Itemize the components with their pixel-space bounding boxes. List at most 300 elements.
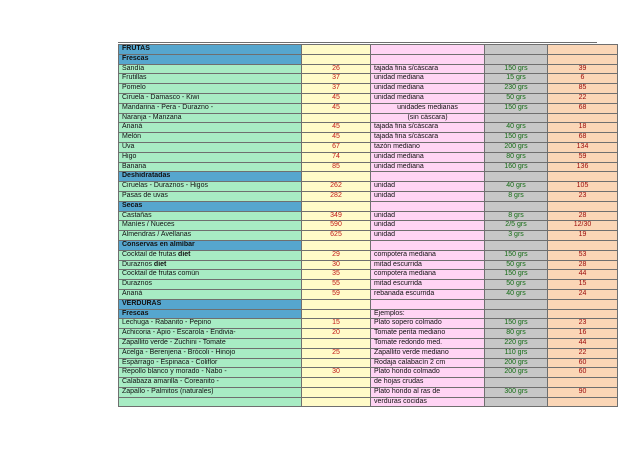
food-name-cell: [119, 378, 302, 388]
portion-description-cell: [371, 368, 485, 378]
table-row: [119, 103, 618, 113]
cell-text: 150 grs: [504, 270, 528, 278]
cell-text: Acelga - Berenjena - Brócoli - Hinojo: [122, 348, 236, 356]
cell-text: 45: [332, 103, 340, 111]
cell-text: 44: [578, 338, 587, 346]
cell-text: Tomate perita mediano: [374, 329, 446, 337]
cell-text: Pasas de uvas: [122, 191, 168, 199]
portion-calories-cell: [548, 299, 618, 309]
cell-text: 29: [332, 250, 340, 258]
portion-calories-cell: [548, 387, 618, 397]
food-name-cell: [119, 84, 302, 94]
portion-calories-cell: [548, 329, 618, 339]
food-name-cell: [119, 123, 302, 133]
cell-text: 150 grs: [504, 319, 528, 327]
cell-text: tajada fina s/cáscara: [374, 64, 439, 72]
cell-text: 22: [578, 348, 587, 356]
cell-text: 134: [576, 142, 589, 150]
table-row: [119, 289, 618, 299]
cell-text: 55: [332, 280, 340, 288]
calories-per-100g-cell: [302, 201, 371, 211]
portion-weight-cell: [485, 270, 548, 280]
cell-text: Plato hondo al ras de: [374, 387, 441, 395]
portion-weight-cell: [485, 231, 548, 241]
portion-calories-cell: [548, 397, 618, 407]
calories-per-100g-cell: [302, 133, 371, 143]
portion-calories-cell: [548, 162, 618, 172]
portion-weight-cell: [485, 289, 548, 299]
cell-text: mitad escurrida: [374, 280, 422, 288]
cell-text: 74: [332, 152, 340, 160]
cell-text: 80 grs: [506, 152, 526, 160]
cell-text: unidad mediana: [374, 162, 424, 170]
cell-text: Cocktail de frutas común: [122, 270, 200, 278]
cell-text: 30: [332, 368, 340, 376]
cell-text: 45: [332, 123, 340, 131]
cell-text: Lechuga - Rabanito - Pepino: [122, 319, 212, 327]
cell-text: 37: [332, 74, 340, 82]
table-row: [119, 250, 618, 260]
cell-text: 20: [332, 329, 340, 337]
cell-text: 25: [332, 348, 340, 356]
food-name-cell: [119, 54, 302, 64]
table-row: [119, 368, 618, 378]
portion-description-cell: [371, 211, 485, 221]
portion-calories-cell: [548, 201, 618, 211]
diet-label: diet: [153, 260, 167, 268]
portion-weight-cell: [485, 378, 548, 388]
table-row: [119, 84, 618, 94]
portion-weight-cell: [485, 84, 548, 94]
table-row: [119, 319, 618, 329]
cell-text: Banana: [122, 162, 147, 170]
cell-text: tazón mediano: [374, 142, 420, 150]
table-row: [119, 270, 618, 280]
table-row: [119, 280, 618, 290]
cell-text: unidad mediana: [374, 74, 424, 82]
cell-text: 8 grs: [508, 211, 524, 219]
cell-text: Espárrago - Espinaca - Coliflor: [122, 358, 218, 366]
cell-text: 24: [578, 289, 587, 297]
cell-text: 160 grs: [504, 162, 528, 170]
cell-text: 282: [330, 191, 342, 199]
portion-calories-cell: [548, 348, 618, 358]
calories-per-100g-cell: [302, 45, 371, 55]
food-name-cell: [119, 231, 302, 241]
cell-text: 6: [580, 74, 585, 82]
portion-weight-cell: [485, 260, 548, 270]
calories-per-100g-cell: [302, 113, 371, 123]
portion-description-cell: [371, 84, 485, 94]
cell-text: 105: [576, 182, 589, 190]
portion-description-cell: [371, 289, 485, 299]
portion-weight-cell: [485, 201, 548, 211]
cell-text: de hojas crudas: [374, 378, 424, 386]
table-row: [119, 231, 618, 241]
portion-weight-cell: [485, 93, 548, 103]
food-name-cell: [119, 348, 302, 358]
cell-text: 200 grs: [504, 358, 528, 366]
section-header-row: [119, 299, 618, 309]
cell-text: 50 grs: [506, 280, 526, 288]
calories-per-100g-cell: [302, 64, 371, 74]
portion-weight-cell: [485, 162, 548, 172]
food-name-cell: [119, 64, 302, 74]
portion-description-cell: [371, 182, 485, 192]
portion-weight-cell: [485, 338, 548, 348]
cell-text: rebanada escurrida: [374, 289, 435, 297]
cell-text: 40 grs: [506, 289, 526, 297]
portion-calories-cell: [548, 123, 618, 133]
cell-text: 35: [332, 270, 340, 278]
portion-calories-cell: [548, 368, 618, 378]
cell-text: Plato hondo colmado: [374, 368, 440, 376]
cell-text: 23: [578, 319, 587, 327]
portion-calories-cell: [548, 142, 618, 152]
portion-weight-cell: [485, 133, 548, 143]
food-name-cell: [119, 172, 302, 182]
food-name-cell: [119, 152, 302, 162]
cell-text: 40 grs: [506, 182, 526, 190]
food-name-cell: [119, 133, 302, 143]
cell-text: 80 grs: [506, 329, 526, 337]
cell-text: 590: [330, 221, 342, 229]
cell-text: unidades medianas: [397, 103, 458, 111]
portion-description-cell: [371, 74, 485, 84]
cell-text: Sandía: [122, 64, 145, 72]
portion-calories-cell: [548, 358, 618, 368]
portion-weight-cell: [485, 123, 548, 133]
cell-text: 67: [332, 142, 340, 150]
cell-text: 262: [330, 182, 342, 190]
table-row: [119, 358, 618, 368]
calories-per-100g-cell: [302, 123, 371, 133]
calories-per-100g-cell: [302, 289, 371, 299]
portion-description-cell: [371, 309, 485, 319]
cell-text: 90: [578, 387, 587, 395]
cell-text: Ananá: [122, 123, 143, 131]
food-name-cell: [119, 309, 302, 319]
calories-per-100g-cell: [302, 387, 371, 397]
cell-text: Ananá: [122, 289, 143, 297]
category-header-row: [119, 201, 618, 211]
portion-weight-cell: [485, 113, 548, 123]
cell-text: 150 grs: [504, 103, 528, 111]
portion-description-cell: [371, 142, 485, 152]
table-row: [119, 142, 618, 152]
cell-text: unidad: [374, 211, 396, 219]
cell-text: 28: [578, 260, 587, 268]
cell-text: Secas: [122, 201, 143, 209]
cell-text: 136: [576, 162, 589, 170]
food-name-cell: [119, 113, 302, 123]
portion-weight-cell: [485, 280, 548, 290]
calories-per-100g-cell: [302, 231, 371, 241]
portion-weight-cell: [485, 191, 548, 201]
cell-text: Frutillas: [122, 74, 147, 82]
calories-per-100g-cell: [302, 93, 371, 103]
cell-text: 16: [578, 329, 587, 337]
cell-text: 40 grs: [506, 123, 526, 131]
cell-text: Rodaja calabacín 2 cm: [374, 358, 446, 366]
portion-calories-cell: [548, 45, 618, 55]
portion-description-cell: [371, 387, 485, 397]
portion-weight-cell: [485, 250, 548, 260]
cell-text: Zapallito verde mediano: [374, 348, 449, 356]
cell-text: 37: [332, 84, 340, 92]
cell-text: 23: [578, 191, 587, 199]
portion-description-cell: [371, 133, 485, 143]
portion-calories-cell: [548, 152, 618, 162]
cell-text: Achicoria - Apio - Escarola - Endivia-: [122, 329, 236, 337]
table-row: [119, 113, 618, 123]
portion-description-cell: [371, 250, 485, 260]
portion-calories-cell: [548, 172, 618, 182]
food-name-cell: [119, 221, 302, 231]
cell-text: 150 grs: [504, 250, 528, 258]
food-name-cell: [119, 299, 302, 309]
cell-text: tajada fina s/cáscara: [374, 133, 439, 141]
calories-per-100g-cell: [302, 348, 371, 358]
portion-description-cell: [371, 123, 485, 133]
cell-text: Cocktail de frutas: [122, 250, 177, 258]
portion-description-cell: [371, 280, 485, 290]
food-name-cell: [119, 260, 302, 270]
cell-text: Higo: [122, 152, 137, 160]
cell-text: compotera mediana: [374, 270, 436, 278]
table-body: [119, 45, 618, 407]
cell-text: 110 grs: [504, 348, 528, 356]
calories-per-100g-cell: [302, 309, 371, 319]
portion-calories-cell: [548, 250, 618, 260]
portion-calories-cell: [548, 182, 618, 192]
calories-per-100g-cell: [302, 152, 371, 162]
calories-per-100g-cell: [302, 240, 371, 250]
cell-text: 45: [332, 93, 340, 101]
portion-weight-cell: [485, 309, 548, 319]
portion-description-cell: [371, 221, 485, 231]
portion-description-cell: [371, 270, 485, 280]
cell-text: 68: [578, 133, 587, 141]
portion-description-cell: [371, 299, 485, 309]
portion-calories-cell: [548, 338, 618, 348]
portion-weight-cell: [485, 54, 548, 64]
portion-description-cell: [371, 64, 485, 74]
portion-description-cell: [371, 103, 485, 113]
cell-text: Ciruela - Damasco - Kiwi: [122, 93, 200, 101]
table-row: [119, 221, 618, 231]
portion-calories-cell: [548, 319, 618, 329]
portion-calories-cell: [548, 280, 618, 290]
cell-text: 12/30: [573, 221, 592, 229]
cell-text: Pomelo: [122, 84, 146, 92]
portion-description-cell: [371, 378, 485, 388]
diet-label: diet: [178, 250, 191, 258]
table-row: [119, 348, 618, 358]
table-top-border: [118, 42, 597, 43]
cell-text: 85: [578, 84, 587, 92]
food-name-cell: [119, 142, 302, 152]
food-name-cell: [119, 329, 302, 339]
calories-per-100g-cell: [302, 191, 371, 201]
cell-text: Uva: [122, 142, 135, 150]
food-name-cell: [119, 250, 302, 260]
food-name-cell: [119, 93, 302, 103]
cell-text: Plato sopero colmado: [374, 319, 442, 327]
table-row: [119, 378, 618, 388]
cell-text: unidad: [374, 191, 396, 199]
cell-text: 26: [332, 64, 340, 72]
cell-text: Conservas en almíbar: [122, 240, 195, 248]
cell-text: Frescas: [122, 54, 149, 62]
portion-description-cell: [371, 172, 485, 182]
cell-text: 60: [578, 358, 587, 366]
cell-text: 349: [330, 211, 342, 219]
portion-calories-cell: [548, 74, 618, 84]
cell-text: Deshidratadas: [122, 172, 171, 180]
calories-per-100g-cell: [302, 74, 371, 84]
portion-description-cell: [371, 231, 485, 241]
table-row: [119, 152, 618, 162]
calories-per-100g-cell: [302, 142, 371, 152]
portion-calories-cell: [548, 378, 618, 388]
cell-text: 2/5 grs: [505, 221, 527, 229]
portion-description-cell: [371, 113, 485, 123]
category-header-row: [119, 309, 618, 319]
calories-per-100g-cell: [302, 84, 371, 94]
cell-text: unidad: [374, 231, 396, 239]
portion-description-cell: [371, 240, 485, 250]
cell-text: Repollo blanco y morado - Nabo -: [122, 368, 227, 376]
table-row: [119, 64, 618, 74]
calories-per-100g-cell: [302, 358, 371, 368]
cell-text: VERDURAS: [122, 299, 162, 307]
cell-text: Duraznos: [122, 280, 152, 288]
portion-weight-cell: [485, 299, 548, 309]
category-header-row: [119, 172, 618, 182]
food-portion-table: [118, 44, 618, 407]
cell-text: Naranja - Manzana: [122, 113, 182, 121]
calories-per-100g-cell: [302, 250, 371, 260]
portion-description-cell: [371, 201, 485, 211]
cell-text: Maníes / Nueces: [122, 221, 175, 229]
food-name-cell: [119, 319, 302, 329]
portion-calories-cell: [548, 54, 618, 64]
portion-weight-cell: [485, 182, 548, 192]
food-name-cell: [119, 162, 302, 172]
portion-calories-cell: [548, 103, 618, 113]
portion-weight-cell: [485, 240, 548, 250]
portion-description-cell: [371, 338, 485, 348]
calories-per-100g-cell: [302, 397, 371, 407]
cell-text: mitad escurrida: [374, 260, 422, 268]
cell-text: 15: [578, 280, 587, 288]
cell-text: 39: [578, 64, 587, 72]
table-row: [119, 397, 618, 407]
calories-per-100g-cell: [302, 172, 371, 182]
portion-calories-cell: [548, 309, 618, 319]
cell-text: Zapallito verde - Zuchini - Tomate: [122, 338, 226, 346]
cell-text: 53: [578, 250, 587, 258]
table-row: [119, 387, 618, 397]
cell-text: 50 grs: [506, 93, 526, 101]
portion-calories-cell: [548, 240, 618, 250]
portion-calories-cell: [548, 64, 618, 74]
table-row: [119, 133, 618, 143]
table-row: [119, 191, 618, 201]
portion-weight-cell: [485, 387, 548, 397]
portion-weight-cell: [485, 368, 548, 378]
cell-text: 59: [332, 289, 340, 297]
food-name-cell: [119, 182, 302, 192]
food-name-cell: [119, 103, 302, 113]
portion-weight-cell: [485, 172, 548, 182]
food-name-cell: [119, 338, 302, 348]
food-name-cell: [119, 289, 302, 299]
table-row: [119, 338, 618, 348]
cell-text: 60: [578, 368, 587, 376]
portion-description-cell: [371, 319, 485, 329]
food-name-cell: [119, 358, 302, 368]
portion-calories-cell: [548, 221, 618, 231]
cell-text: 22: [578, 93, 587, 101]
cell-text: 150 grs: [504, 64, 528, 72]
cell-text: 200 grs: [504, 142, 528, 150]
cell-text: 15: [332, 319, 340, 327]
calories-per-100g-cell: [302, 329, 371, 339]
cell-text: unidad mediana: [374, 84, 424, 92]
portion-description-cell: [371, 358, 485, 368]
food-name-cell: [119, 397, 302, 407]
cell-text: Melón: [122, 133, 142, 141]
cell-text: Castañas: [122, 211, 152, 219]
portion-description-cell: [371, 93, 485, 103]
cell-text: 59: [578, 152, 587, 160]
portion-weight-cell: [485, 348, 548, 358]
cell-text: 28: [578, 211, 587, 219]
section-header-row: [119, 45, 618, 55]
portion-calories-cell: [548, 289, 618, 299]
cell-text: Ejemplos:: [374, 309, 405, 317]
food-name-cell: [119, 201, 302, 211]
cell-text: 150 grs: [504, 133, 528, 141]
portion-weight-cell: [485, 211, 548, 221]
table-row: [119, 93, 618, 103]
cell-text: verduras cocidas: [374, 397, 427, 405]
food-name-cell: [119, 270, 302, 280]
category-header-row: [119, 240, 618, 250]
cell-text: Duraznos: [122, 260, 152, 268]
cell-text: 30: [332, 260, 340, 268]
calories-per-100g-cell: [302, 54, 371, 64]
cell-text: 45: [332, 133, 340, 141]
calories-per-100g-cell: [302, 378, 371, 388]
table-row: [119, 260, 618, 270]
cell-text: 19: [578, 231, 587, 239]
cell-text: unidad mediana: [374, 93, 424, 101]
table-row: [119, 211, 618, 221]
food-name-cell: [119, 387, 302, 397]
cell-text: 15 grs: [506, 74, 526, 82]
portion-description-cell: [371, 329, 485, 339]
portion-weight-cell: [485, 358, 548, 368]
portion-description-cell: [371, 191, 485, 201]
cell-text: Ciruelas - Duraznos - Higos: [122, 182, 208, 190]
portion-weight-cell: [485, 64, 548, 74]
food-name-cell: [119, 191, 302, 201]
calories-per-100g-cell: [302, 368, 371, 378]
portion-description-cell: [371, 397, 485, 407]
